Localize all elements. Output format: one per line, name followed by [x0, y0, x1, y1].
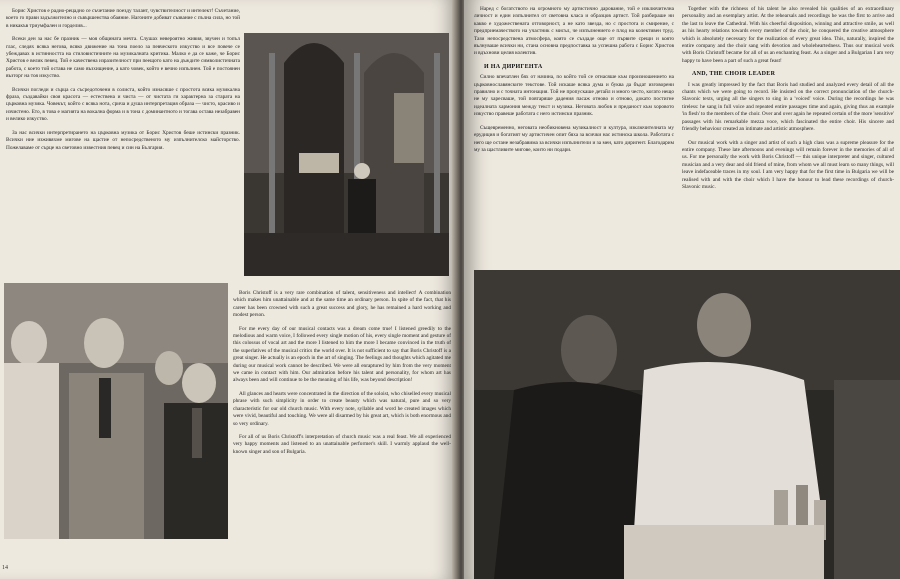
paragraph: Всеки ден за нас бе празник — моя общината мечта. Слушах невероятно живия, звучен и топъл глас, следях всяка негова, всяко движение на тона поело за певческото изкуство и все повече се убеждавах в истинността на стиловистичните на музикалната критика. Малко е да се каже, че Борис Христов е велик певец. Той е качествена изразителност при пеещото като на дъждите символистичната работа, с което той остава не само възхищение, а като човек, който е вечно изпълнен. Той е постоянен възторг на тоя изкуство.: [6, 36, 240, 80]
section-heading-bg: И НА ДИРИГЕНТА: [484, 63, 543, 70]
paragraph: All glances and hearts were concentrated in the direction of the soloist, who chiselled every musical phrase with such simplicity in order to create beauty which was natural, pure and so very characteristic for our old church music. With every note, syllable and word he created images which were vivid, beautiful and touching. We were all disarmed by his great art, which is both enormous and so very ordinary.: [233, 390, 451, 427]
paragraph: Our musical work with a singer and artist of such a high class was a supreme pleasure for the entire company. These late afternoons and evenings will remain forever in the memories of all of us. For me personally the work with Boris Christoff — this unique interpreter and singer, cultured musician and a very dear and old friend of mine, from whom we all must learn so many things, will leave indefaceable traces in my soul. I am very happy that for the first time in Bulgaria we will be realised with and with the choir which I have the honour to lead these recordings of church-Slavonic music.: [682, 139, 894, 190]
paragraph: I was greatly impressed by the fact that Boris had studied and analyzed every detail of all the chants which we were going to record. He insisted on the correct pronunciation of the church-Slavonic texts, urging all the singers to sing in a 'voiced' voice. During the recordings he was tireless: he sang in full voice and repeated entire passages time and again, giving thus an example 'in flesh' to the members of the choir. Over and over again he repeated certain of the more 'sensitive' passages with his remarkable mezza voce, which fascinated the entire choir. His sincere and friendly behaviour created an intimate and artistic atmosphere.: [682, 81, 894, 133]
page-number: 14: [2, 565, 8, 571]
church-singer-photo: [244, 33, 449, 276]
section-heading-en: AND, THE CHOIR LEADER: [692, 71, 776, 78]
group-portrait-photo: [4, 283, 228, 539]
paragraph: За нас всички интерпретирането на църковна музика от Борис Христов беше истински празник. Всички ние изживяхме мигове на щастие от непосредственото му изпълнителско майсторство. Пожелаваме от сърце на световно известния певец и син на България.: [6, 129, 240, 151]
paragraph: For me every day of our musical contacts was a dream come true! I listened greedily to the melodious and warm voice, I followed every single motion of his, every single moment and gesture of this colossus of vocal art and the more I listened to him the more I became convinced in the truth of the superlatives of the musical critics the world over. It is not sufficient to say that Boris Christoff is a great singer. He actually is an epoch in the art of singing. The feelings and thoughts which agitated me during our musical work cannot be described. We were all enraptured by him from the very moment we came in contact with him. Our admiration before his talent and personality, for whom art has always been and will continue to be the meaning of his life, was beyond description!: [233, 325, 451, 384]
paragraph: Борис Христов е радио-рецадно се съчетание поезду талант, чувствителност и интелект! Съчетание, което го прави задължително и съвършенства обаяние. Нагоните добиват съзвание с пълна сила, но той в никакъв триумфален и горделив...: [6, 8, 240, 29]
left-english-column: [233, 290, 451, 576]
left-bulgarian-column: [6, 8, 240, 274]
paragraph: Boris Christoff is a very rare combination of talent, sensitiveness and intellect! A combination which makes him unattainable and at the same time an ordinary person. In spite of the fact, that his career has been crowned with such a great success and glory, he has remained a hard working and modest person.: [233, 290, 451, 319]
paragraph: Наред с богатството на огромното му артистично дарование, той е изключителна личност и един изпълнител от световна класа и образцов артист. Той разбираше ни какво е художествената отговорност, а не като звезда, но с простота и смирение, с предприемачеството на участник с мисъл, че изпълнението е плод на колективен труд. Тази непосредствена атмосфера, която се създаде още от първите срещи и която вълнуваше всички ни, стана основна предпоставка за успешна работа с Борис Христов и вдъхнови целия колектив.: [474, 6, 674, 57]
right-page: [464, 0, 900, 579]
paragraph: Същевременно, неговата необикновена музикалност и култура, изключителната му ерудиция и богатият му артистичен опит бяха за всички нас истинска школа. Работата с него ще остане незабравима за всички изпълнители и за мен, като диригент. Благодарим му за щастливите мигове, които ни подари.: [474, 124, 674, 153]
paragraph: For all of us Boris Christoff's interpretation of church music was a real feast. We all experienced very happy moments and listened to an unattainable performer's skill. I warmly applaud the well-known singer and son of Bulgaria.: [233, 433, 451, 455]
paragraph: Всички погледи и сърца са съсредоточени в солиста, който изнасяше с простота всяка музикална фраза, създавайки своя красота — естествена и чиста — от чистата ги характерна за старата на църковна музика. Човекът, който с всяка нота, срича и душа интерпретация образа — чисто, красиво и изчистено. Ето, в това е магията на вокална форма и в тона с доминантното и тогава остава незабравен и велико изкуство.: [6, 86, 240, 123]
right-english-column: [682, 6, 894, 263]
rehearsal-photo: [474, 270, 900, 579]
paragraph: Together with the richness of his talent he also revealed his qualities of an extraordinary personality and an exemplary artist. At the rehearsals and recordings he was the first to arrive and the last to leave the Cathedral. With his cheerful disposition, winning and attractive smile, as well as his hearty relations towards every member of the choir, he conquered the creative atmosphere which is absolutely necessary for the realization of every great idea. This, naturally, inspired the entire company and the choir sang with devotion and wholeheartedness. Thus our musical work with Boris Christoff became for all of us an enchanting feast. As a singer and a Bulgarian I am very happy to have been a part of such a great feast!: [682, 6, 894, 64]
paragraph: Силно впечатлен бях от начина, по който той се отнасяше към произношението на църковнославянските текстове. Той искаше всяка дума и буква да бъдат изговорени правилно и с точната интонация. Той не пропускаше детайл и много често, когато нещо не му харесваше, той повтаряше дадения пасаж отново и отново, докато постигне идеалната хармония между текст и музика. Неговата любов и преданост към хоровото изкуство правеше работата с него истински празник.: [474, 74, 674, 118]
right-bulgarian-column: [474, 6, 674, 263]
